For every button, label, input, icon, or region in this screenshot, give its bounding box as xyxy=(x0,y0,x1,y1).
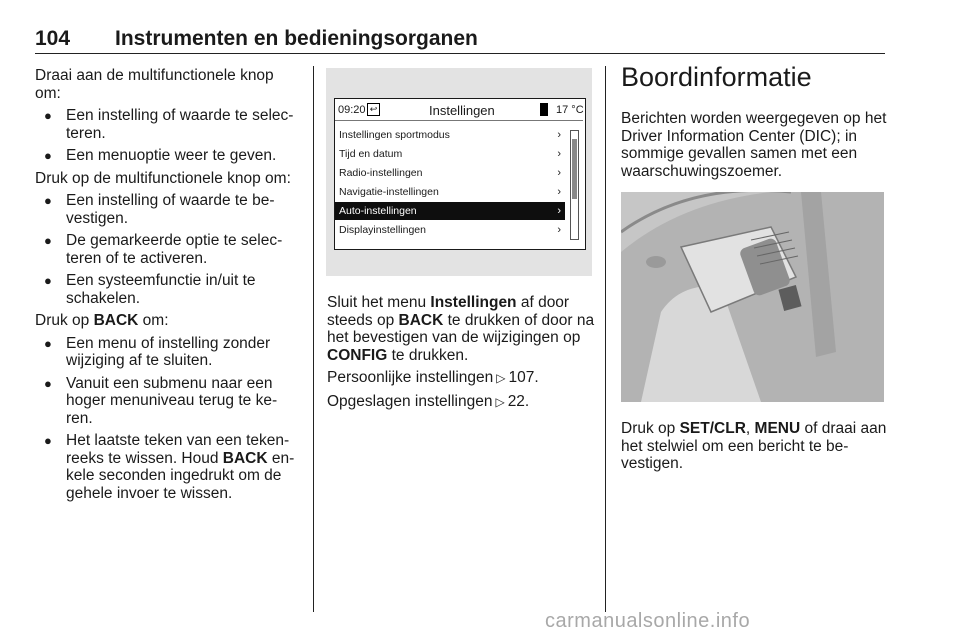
back-key: BACK xyxy=(222,449,268,467)
right-column xyxy=(621,110,887,185)
text: om: xyxy=(138,312,169,329)
text: Opgeslagen instellingen xyxy=(327,392,493,410)
left-column xyxy=(35,67,303,507)
paragraph: Draai aan de multifunctionele knop om: xyxy=(35,67,274,102)
column-divider xyxy=(605,66,606,612)
chevron-right-icon: › xyxy=(557,205,561,217)
back-key: BACK xyxy=(398,311,444,329)
screen-title: Instellingen xyxy=(429,103,495,118)
scrollbar xyxy=(570,130,579,240)
phone-icon xyxy=(540,103,548,116)
chevron-right-icon: › xyxy=(557,167,561,179)
paragraph xyxy=(621,420,887,473)
menu-label: Instellingen sportmodus xyxy=(339,129,450,141)
page-header xyxy=(35,27,885,54)
temperature: 17 °C xyxy=(556,104,584,116)
scroll-thumb xyxy=(572,139,577,199)
set-clr-key: SET/CLR xyxy=(679,420,746,437)
page-ref: 107. xyxy=(508,369,539,386)
page-ref: 22. xyxy=(507,392,530,410)
paragraph: Berichten worden weergegeven op het Driver Information Center (DIC); in sommige gevallen samen met een waarschuwingszoemer. xyxy=(621,110,887,180)
list-item: ● De gemarkeerde optie te selec-teren of te activeren. xyxy=(35,232,303,267)
list-item: ● Een systeemfunctie in/uit te schakelen. xyxy=(35,272,303,307)
page-number: 104 xyxy=(35,27,71,50)
paragraph: Druk op de multifunctionele knop om: xyxy=(35,169,291,187)
cross-reference xyxy=(327,393,595,412)
menu-label: Auto-instellingen xyxy=(339,205,417,217)
chevron-right-icon: › xyxy=(557,224,561,236)
text: te drukken of door na het bevestigen van de wijzigingen op xyxy=(327,311,595,346)
bullet-list xyxy=(35,335,303,503)
back-icon: ↩ xyxy=(367,103,380,116)
text: Druk op xyxy=(621,420,680,437)
arrow-ref-icon: ▷ xyxy=(496,371,506,385)
text: Het laatste teken van een teken-reeks te wissen. Houd xyxy=(66,432,290,467)
text: Druk op xyxy=(35,312,94,329)
menu-label: Radio-instellingen xyxy=(339,167,423,179)
bullet-list xyxy=(35,192,303,307)
arrow-ref-icon: ▷ xyxy=(495,394,505,409)
chevron-right-icon: › xyxy=(557,186,561,198)
settings-screen-illustration xyxy=(326,68,592,276)
menu-item xyxy=(335,145,565,163)
column-divider xyxy=(313,66,314,612)
text: en-kele seconden ingedrukt om de gehele invoer te wissen. xyxy=(66,449,295,502)
menu-item xyxy=(335,164,565,182)
steering-column-stalk-photo xyxy=(621,192,884,402)
section-title: Boordinformatie xyxy=(621,62,812,92)
page-title: Instrumenten en bedieningsorganen xyxy=(115,27,478,50)
list-item: ● Een menuoptie weer te geven. xyxy=(35,147,303,165)
menu-label: Displayinstellingen xyxy=(339,224,426,236)
menu-name: Instellingen xyxy=(430,294,517,311)
text: , xyxy=(745,420,755,437)
cross-reference xyxy=(327,369,595,388)
chevron-right-icon: › xyxy=(557,148,561,160)
paragraph xyxy=(327,294,595,364)
chevron-right-icon: › xyxy=(557,129,561,141)
menu-item xyxy=(335,221,565,239)
text: te drukken. xyxy=(387,346,469,364)
stalk-illustration xyxy=(621,192,884,402)
menu-label: Navigatie-instellingen xyxy=(339,186,439,198)
text: Persoonlijke instellingen xyxy=(327,369,494,386)
config-key: CONFIG xyxy=(327,346,388,364)
list-item xyxy=(35,432,303,502)
list-item: ● Een menu of instelling zonder wijziging af te sluiten. xyxy=(35,335,303,370)
watermark: carmanualsonline.info xyxy=(545,610,751,632)
middle-column xyxy=(327,294,595,416)
right-column-bottom xyxy=(621,420,887,478)
text: of draai aan het stelwiel om een bericht te be-vestigen. xyxy=(621,420,887,472)
text: Sluit het menu xyxy=(327,294,431,311)
bullet-list xyxy=(35,107,303,165)
clock-time: 09:20 xyxy=(338,104,366,116)
menu-item xyxy=(335,126,565,144)
text: af door steeds op xyxy=(327,294,570,329)
menu-item-selected xyxy=(335,202,565,220)
paragraph xyxy=(35,312,303,330)
back-key: BACK xyxy=(93,312,139,329)
list-item: ● Een instelling of waarde te be-vestigen. xyxy=(35,192,303,227)
divider xyxy=(335,120,583,121)
menu-label: Tijd en datum xyxy=(339,148,403,160)
menu-item xyxy=(335,183,565,201)
menu-key: MENU xyxy=(754,420,801,437)
list-item: ● Vanuit een submenu naar een hoger menuniveau terug te ke-ren. xyxy=(35,375,303,428)
list-item: ● Een instelling of waarde te selec-teren. xyxy=(35,107,303,142)
